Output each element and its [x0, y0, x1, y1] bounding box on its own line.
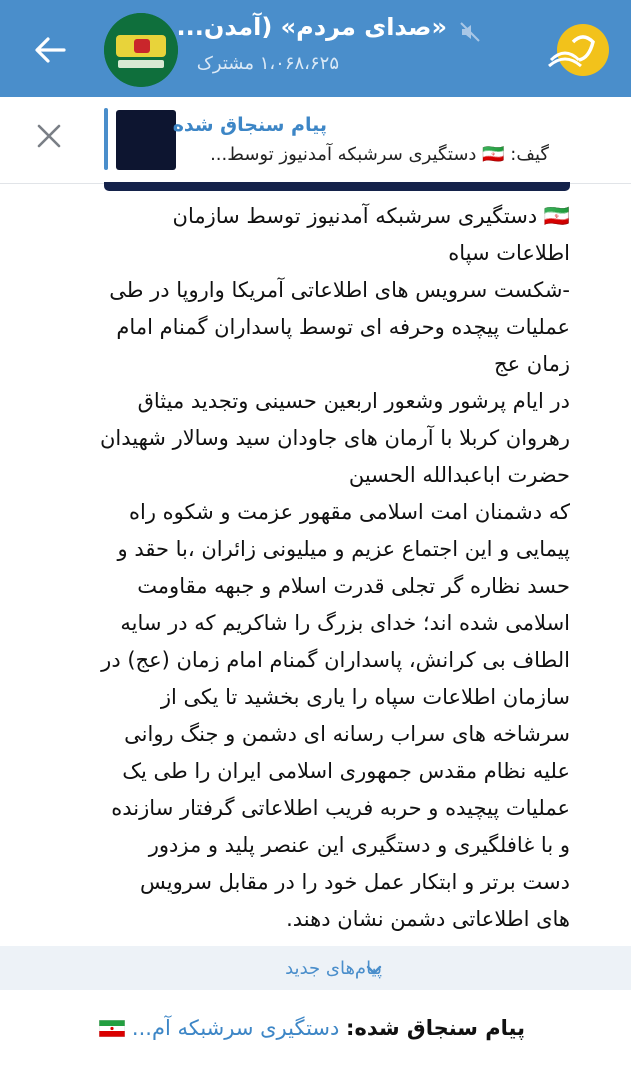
channel-title[interactable]: «صدای مردم» (آمدن...: [176, 13, 447, 41]
message-text: 🇮🇷 دستگیری سرشبکه آمدنیوز توسط سازمان اطلاعات سپاه -شکست سرویس های اطلاعاتی آمریکا واروپا در طی عملیات پیچده وحرفه ای توسط پاسداران گمنام امام زمان عج در ایام پرشور وشعور اربعین حسینی وتجدید میثاق رهروان کربلا با آرمان های جاودان سید وسالار شهیدان حضرت اباعبدالله الحسین که دشمنان امت اسلامی مقهور عزمت و شکوه راه پیمایی و این اجتماع عزیم و میلیونی زائران ،با حقد و حسد نظاره گر تجلی قدرت اسلام و جبهه مقاومت اسلامی شده اند؛ خدای بزرگ را شاکریم که در سایه الطاف بی کرانش، پاسداران گمنام امام زمان (عج) در سازمان اطلاعات سپاه را یاری بخشید تا یکی از سرشاخه های سراب رسانه ای دشمن و جنگ روانی علیه نظام مقدس جمهوری اسلامی ایران را طی یک عملیات پیچیده و حربه فریب اطلاعاتی گرفتار سازنده و با غافلگیری و دستگیری این عنصر پلید و مزدور دست برتر و ابتکار عمل خود را در مقابل سرویس های اطلاعاتی دشمن نشان دهند.: [100, 204, 570, 931]
media-bottom-edge: [104, 182, 570, 191]
bottom-pinned-bar[interactable]: [0, 990, 631, 1080]
bottom-pinned-text[interactable]: دستگیری سرشبکه آم...: [131, 1016, 340, 1040]
pinned-preview: گیف: 🇮🇷 دستگیری سرشبکه آمدنیوز توسط...: [210, 144, 549, 165]
pinned-thumbnail: [116, 110, 176, 170]
back-arrow-icon[interactable]: [30, 30, 70, 70]
pinned-title: پیام سنجاق شده: [172, 114, 327, 136]
app-logo-icon: [545, 16, 615, 86]
pinned-message-bar[interactable]: [0, 97, 631, 184]
bottom-pinned-label: پیام سنجاق شده:: [346, 1016, 525, 1040]
new-messages-divider[interactable]: [0, 946, 631, 990]
iran-flag-icon: [99, 1020, 125, 1037]
chat-header: [0, 0, 631, 97]
new-messages-label: پیام‌های جدید: [285, 958, 382, 979]
chevron-down-icon: [366, 964, 382, 976]
channel-avatar[interactable]: [104, 13, 178, 87]
message-body: [100, 198, 570, 938]
close-icon[interactable]: [36, 123, 62, 149]
pinned-accent-bar: [104, 108, 108, 170]
muted-speaker-icon: [458, 20, 482, 44]
subscriber-count: ۱،۰۶۸،۶۲۵ مشترک: [196, 53, 339, 74]
